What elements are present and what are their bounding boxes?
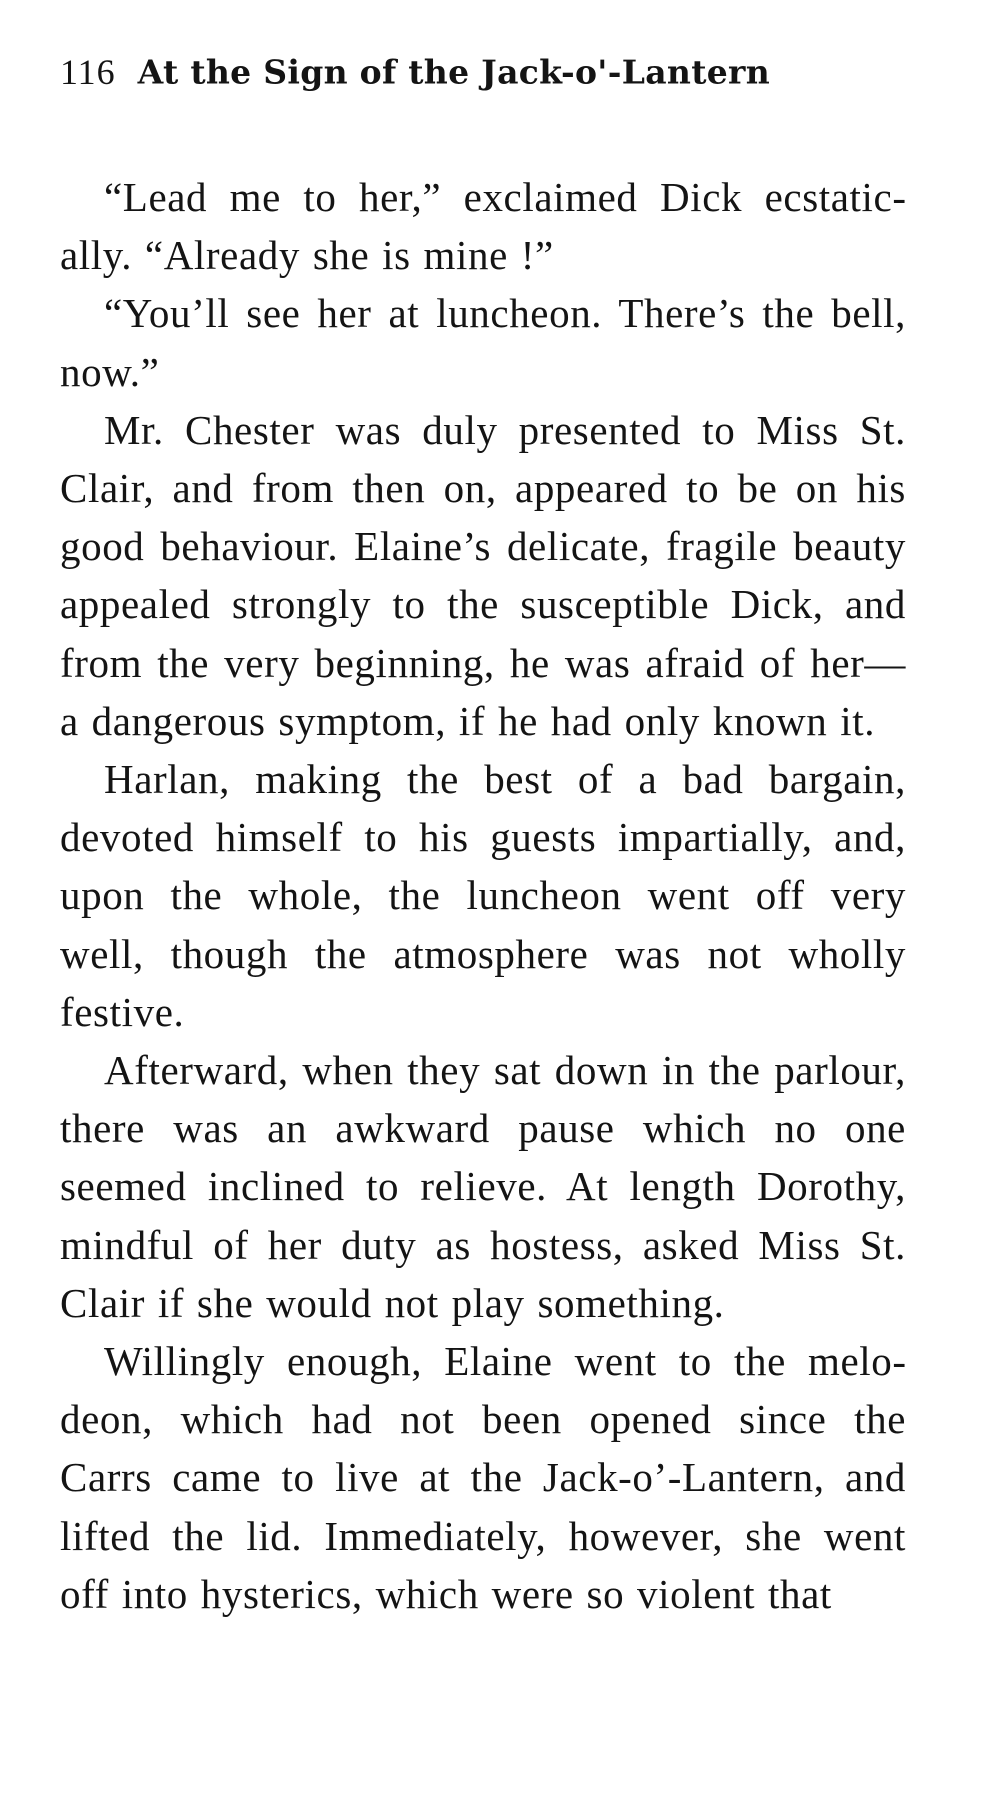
paragraph-parlour-pause: Afterward, when they sat down in the parlour, there was an awkward pause which no one seemed inclined to relieve. At length Dorothy, mindful of her duty as hostess, asked Miss St. Clair if she would not play something. (60, 1047, 906, 1326)
paragraph-melodeon: Willingly enough, Elaine went to the melodeon, which had not been opened since the Carrs came to live at the Jack-o’-Lantern, and lifted the lid. Immediately, however, she went off into hysterics, which were so violent that (60, 1338, 906, 1617)
running-head (60, 42, 920, 102)
body-text (60, 168, 906, 1623)
paragraph-harlan-guests: Harlan, making the best of a bad bargain, devoted himself to his guests impartially, and, upon the whole, the luncheon went off very well, though the atmosphere was not wholly festive. (60, 756, 906, 1035)
paragraph-luncheon-bell: “You’ll see her at luncheon. There’s the bell, now.” (60, 290, 906, 395)
paragraph-dick-exclaims: “Lead me to her,” exclaimed Dick ecstatically. “Already she is mine !” (60, 174, 906, 279)
paragraph-chester-presented: Mr. Chester was duly presented to Miss St. Clair, and from then on, appeared to be on his good behaviour. Elaine’s delicate, fragile beauty appealed strongly to the susceptible Dick, and from the very beginning, he was afraid of her—a dangerous symptom, if he had only known it. (60, 406, 906, 744)
page-number: 116 (60, 52, 116, 93)
running-title: At the Sign of the Jack-o'-Lantern (137, 52, 771, 92)
